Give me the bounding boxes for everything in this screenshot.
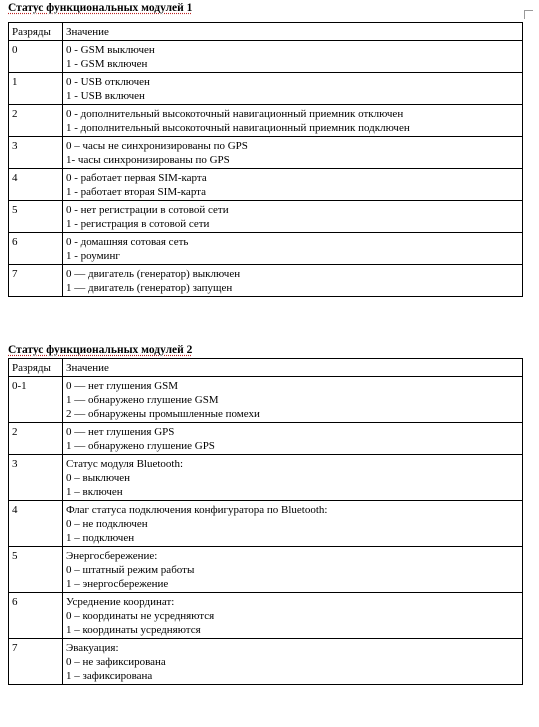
value-line: Эвакуация: <box>66 642 119 654</box>
value-line: 1 – включен <box>66 486 123 498</box>
bits-cell: 2 <box>9 105 63 137</box>
value-cell <box>63 593 523 639</box>
value-line: 1- часы синхронизированы по GPS <box>66 154 230 166</box>
table-row <box>9 73 523 105</box>
table-row <box>9 137 523 169</box>
value-line: Энергосбережение: <box>66 550 158 562</box>
value-line: 0 – часы не синхронизированы по GPS <box>66 140 248 152</box>
value-cell <box>63 377 523 423</box>
table-row <box>9 233 523 265</box>
table-row <box>9 169 523 201</box>
table-row <box>9 639 523 685</box>
table-row <box>9 455 523 501</box>
value-line: 1 - GSM включен <box>66 58 148 70</box>
value-line: 0 — нет глушения GSM <box>66 380 179 392</box>
table-row <box>9 547 523 593</box>
value-line: 0 – выключен <box>66 472 131 484</box>
page-corner-mark <box>524 10 533 19</box>
value-line: 0 — нет глушения GPS <box>66 426 175 438</box>
value-line: 0 – не зафиксирована <box>66 656 166 668</box>
table2-header-value: Значение <box>63 359 523 377</box>
table2-header-row <box>9 359 523 377</box>
bits-cell: 7 <box>9 639 63 685</box>
bits-cell: 5 <box>9 547 63 593</box>
table2 <box>8 358 523 685</box>
table-row <box>9 593 523 639</box>
table1-header-row <box>9 23 523 41</box>
value-cell <box>63 265 523 297</box>
table-row <box>9 105 523 137</box>
bits-cell: 7 <box>9 265 63 297</box>
value-line: 1 — двигатель (генератор) запущен <box>66 282 233 294</box>
value-line: 0 - USB отключен <box>66 76 150 88</box>
value-cell <box>63 455 523 501</box>
value-line: Статус модуля Bluetooth: <box>66 458 184 470</box>
value-line: 0 – не подключен <box>66 518 148 530</box>
value-line: Усреднение координат: <box>66 596 175 608</box>
table-row <box>9 501 523 547</box>
bits-cell: 2 <box>9 423 63 455</box>
bits-cell: 1 <box>9 73 63 105</box>
value-cell <box>63 501 523 547</box>
value-line: 0 - работает первая SIM-карта <box>66 172 207 184</box>
table2-header-bits: Разряды <box>9 359 63 377</box>
table-row <box>9 377 523 423</box>
bits-cell: 5 <box>9 201 63 233</box>
value-line: 1 – координаты усредняются <box>66 624 201 636</box>
table2-title: Статус функциональных модулей 2 <box>8 344 193 356</box>
value-line: 1 - работает вторая SIM-карта <box>66 186 206 198</box>
value-line: 1 - роуминг <box>66 250 120 262</box>
value-line: 1 - дополнительный высокоточный навигационный приемник подключен <box>66 122 410 134</box>
bits-cell: 3 <box>9 137 63 169</box>
value-line: 0 - домашняя сотовая сеть <box>66 236 189 248</box>
table2-body <box>9 359 523 685</box>
bits-cell: 4 <box>9 501 63 547</box>
value-cell <box>63 233 523 265</box>
value-line: 1 — обнаружено глушение GSM <box>66 394 219 406</box>
bits-cell: 4 <box>9 169 63 201</box>
value-line: 1 – зафиксирована <box>66 670 153 682</box>
value-cell <box>63 73 523 105</box>
table1-title: Статус функциональных модулей 1 <box>8 2 193 14</box>
value-line: 0 – координаты не усредняются <box>66 610 215 622</box>
value-line: Флаг статуса подключения конфигуратора по Bluetooth: <box>66 504 328 516</box>
value-line: 1 — обнаружено глушение GPS <box>66 440 215 452</box>
value-cell <box>63 547 523 593</box>
table1-header-bits: Разряды <box>9 23 63 41</box>
value-cell <box>63 169 523 201</box>
table-row <box>9 423 523 455</box>
value-line: 0 – штатный режим работы <box>66 564 195 576</box>
value-line: 0 - нет регистрации в сотовой сети <box>66 204 229 216</box>
value-line: 1 – энергосбережение <box>66 578 169 590</box>
value-line: 1 – подключен <box>66 532 135 544</box>
bits-cell: 6 <box>9 233 63 265</box>
value-cell <box>63 639 523 685</box>
bits-cell: 6 <box>9 593 63 639</box>
bits-cell: 0 <box>9 41 63 73</box>
bits-cell: 0-1 <box>9 377 63 423</box>
value-line: 0 - GSM выключен <box>66 44 155 56</box>
value-line: 2 — обнаружены промышленные помехи <box>66 408 260 420</box>
value-line: 0 - дополнительный высокоточный навигационный приемник отключен <box>66 108 404 120</box>
value-cell <box>63 201 523 233</box>
table-row <box>9 201 523 233</box>
value-cell <box>63 105 523 137</box>
table-row <box>9 265 523 297</box>
value-line: 1 - USB включен <box>66 90 145 102</box>
value-line: 0 — двигатель (генератор) выключен <box>66 268 241 280</box>
table-row <box>9 41 523 73</box>
table1 <box>8 22 523 297</box>
table1-body <box>9 23 523 297</box>
value-cell <box>63 137 523 169</box>
table1-header-value: Значение <box>63 23 523 41</box>
bits-cell: 3 <box>9 455 63 501</box>
value-cell <box>63 41 523 73</box>
value-line: 1 - регистрация в сотовой сети <box>66 218 210 230</box>
value-cell <box>63 423 523 455</box>
